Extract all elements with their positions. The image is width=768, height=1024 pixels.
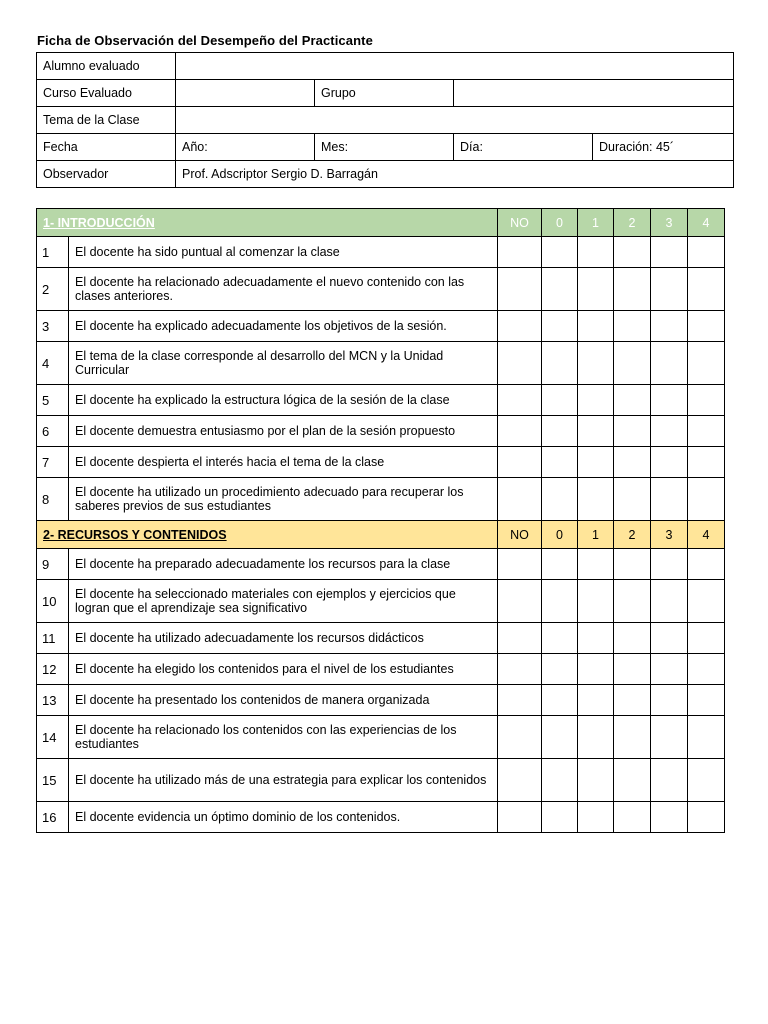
score-cell-no[interactable] [498, 654, 542, 685]
criterion-text: El docente ha explicado adecuadamente los objetivos de la sesión. [69, 311, 498, 342]
score-cell-1[interactable] [578, 416, 614, 447]
tema-field[interactable] [176, 107, 734, 134]
score-cell-2[interactable] [614, 549, 651, 580]
score-cell-4[interactable] [688, 447, 725, 478]
criterion-row [37, 580, 725, 623]
score-cell-2[interactable] [614, 478, 651, 521]
tema-label: Tema de la Clase [37, 107, 176, 134]
criterion-number: 1 [37, 237, 69, 268]
score-cell-0[interactable] [542, 416, 578, 447]
score-cell-0[interactable] [542, 478, 578, 521]
score-cell-no[interactable] [498, 237, 542, 268]
section-title: 2- RECURSOS Y CONTENIDOS [37, 521, 498, 549]
score-cell-4[interactable] [688, 759, 725, 802]
score-header: 2 [614, 209, 651, 237]
section-title: 1- INTRODUCCIÓN [37, 209, 498, 237]
section-header-recursos [37, 521, 725, 549]
score-cell-3[interactable] [651, 685, 688, 716]
score-cell-no[interactable] [498, 759, 542, 802]
score-cell-4[interactable] [688, 385, 725, 416]
score-header: 1 [578, 209, 614, 237]
mes-field[interactable]: Mes: [315, 134, 454, 161]
score-cell-4[interactable] [688, 416, 725, 447]
evaluation-table [36, 208, 725, 833]
criterion-number: 10 [37, 580, 69, 623]
score-header: NO [498, 521, 542, 549]
score-cell-1[interactable] [578, 759, 614, 802]
criterion-number: 7 [37, 447, 69, 478]
criterion-number: 11 [37, 623, 69, 654]
score-cell-2[interactable] [614, 385, 651, 416]
criterion-number: 2 [37, 268, 69, 311]
criterion-text: El docente ha seleccionado materiales con ejemplos y ejercicios que logran que el aprendizaje sea significativo [69, 580, 498, 623]
score-cell-2[interactable] [614, 447, 651, 478]
score-cell-2[interactable] [614, 716, 651, 759]
score-cell-0[interactable] [542, 759, 578, 802]
grupo-field[interactable] [454, 80, 734, 107]
criterion-text: El tema de la clase corresponde al desarrollo del MCN y la Unidad Curricular [69, 342, 498, 385]
alumno-field[interactable] [176, 53, 734, 80]
criterion-number: 12 [37, 654, 69, 685]
score-cell-1[interactable] [578, 716, 614, 759]
criterion-row [37, 237, 725, 268]
criterion-row [37, 549, 725, 580]
score-cell-0[interactable] [542, 654, 578, 685]
score-cell-4[interactable] [688, 580, 725, 623]
score-cell-0[interactable] [542, 580, 578, 623]
criterion-text: El docente ha relacionado adecuadamente el nuevo contenido con las clases anteriores. [69, 268, 498, 311]
criterion-number: 9 [37, 549, 69, 580]
score-cell-3[interactable] [651, 447, 688, 478]
score-cell-no[interactable] [498, 268, 542, 311]
score-cell-4[interactable] [688, 716, 725, 759]
score-header: 3 [651, 209, 688, 237]
score-cell-0[interactable] [542, 685, 578, 716]
score-cell-2[interactable] [614, 580, 651, 623]
score-cell-2[interactable] [614, 416, 651, 447]
score-cell-1[interactable] [578, 654, 614, 685]
criterion-text: El docente ha presentado los contenidos de manera organizada [69, 685, 498, 716]
score-header: 4 [688, 209, 725, 237]
score-cell-3[interactable] [651, 759, 688, 802]
score-header: 1 [578, 521, 614, 549]
score-cell-1[interactable] [578, 580, 614, 623]
score-cell-0[interactable] [542, 802, 578, 833]
score-cell-0[interactable] [542, 623, 578, 654]
score-header: 2 [614, 521, 651, 549]
anio-field[interactable]: Año: [176, 134, 315, 161]
score-cell-no[interactable] [498, 342, 542, 385]
score-header: 0 [542, 209, 578, 237]
observador-field[interactable]: Prof. Adscriptor Sergio D. Barragán [176, 161, 734, 188]
score-cell-4[interactable] [688, 802, 725, 833]
criterion-number: 16 [37, 802, 69, 833]
alumno-label: Alumno evaluado [37, 53, 176, 80]
criterion-number: 13 [37, 685, 69, 716]
criterion-row [37, 385, 725, 416]
criterion-row [37, 447, 725, 478]
score-cell-1[interactable] [578, 342, 614, 385]
criterion-number: 8 [37, 478, 69, 521]
criterion-row [37, 268, 725, 311]
score-cell-4[interactable] [688, 237, 725, 268]
criterion-number: 4 [37, 342, 69, 385]
score-cell-1[interactable] [578, 478, 614, 521]
score-cell-0[interactable] [542, 549, 578, 580]
score-cell-0[interactable] [542, 447, 578, 478]
score-cell-3[interactable] [651, 268, 688, 311]
score-cell-1[interactable] [578, 237, 614, 268]
score-cell-0[interactable] [542, 716, 578, 759]
duracion-field[interactable]: Duración: 45´ [593, 134, 734, 161]
criterion-text: El docente ha relacionado los contenidos con las experiencias de los estudiantes [69, 716, 498, 759]
score-cell-no[interactable] [498, 311, 542, 342]
criterion-number: 15 [37, 759, 69, 802]
fecha-label: Fecha [37, 134, 176, 161]
score-cell-no[interactable] [498, 447, 542, 478]
score-cell-no[interactable] [498, 623, 542, 654]
score-cell-4[interactable] [688, 654, 725, 685]
criterion-text: El docente ha explicado la estructura lógica de la sesión de la clase [69, 385, 498, 416]
score-cell-3[interactable] [651, 342, 688, 385]
criterion-row [37, 416, 725, 447]
score-cell-2[interactable] [614, 759, 651, 802]
score-cell-0[interactable] [542, 237, 578, 268]
score-cell-3[interactable] [651, 416, 688, 447]
score-cell-1[interactable] [578, 447, 614, 478]
criterion-row [37, 654, 725, 685]
score-cell-1[interactable] [578, 385, 614, 416]
score-cell-2[interactable] [614, 342, 651, 385]
criterion-text: El docente ha preparado adecuadamente los recursos para la clase [69, 549, 498, 580]
criterion-row [37, 623, 725, 654]
criterion-text: El docente despierta el interés hacia el tema de la clase [69, 447, 498, 478]
criterion-text: El docente ha utilizado adecuadamente los recursos didácticos [69, 623, 498, 654]
score-cell-4[interactable] [688, 685, 725, 716]
score-cell-2[interactable] [614, 654, 651, 685]
score-header: 3 [651, 521, 688, 549]
score-cell-no[interactable] [498, 802, 542, 833]
criterion-text: El docente ha utilizado un procedimiento adecuado para recuperar los saberes previos de sus estudiantes [69, 478, 498, 521]
score-cell-4[interactable] [688, 268, 725, 311]
score-cell-no[interactable] [498, 580, 542, 623]
score-cell-3[interactable] [651, 716, 688, 759]
score-header: NO [498, 209, 542, 237]
score-cell-2[interactable] [614, 623, 651, 654]
score-cell-3[interactable] [651, 478, 688, 521]
criterion-row [37, 759, 725, 802]
score-cell-no[interactable] [498, 416, 542, 447]
score-cell-4[interactable] [688, 478, 725, 521]
info-table [36, 52, 734, 188]
score-cell-2[interactable] [614, 685, 651, 716]
criterion-text: El docente ha sido puntual al comenzar la clase [69, 237, 498, 268]
score-cell-1[interactable] [578, 802, 614, 833]
score-cell-3[interactable] [651, 385, 688, 416]
score-cell-3[interactable] [651, 654, 688, 685]
criterion-row [37, 478, 725, 521]
criterion-text: El docente ha elegido los contenidos para el nivel de los estudiantes [69, 654, 498, 685]
observador-label: Observador [37, 161, 176, 188]
score-cell-4[interactable] [688, 342, 725, 385]
score-cell-no[interactable] [498, 385, 542, 416]
score-cell-0[interactable] [542, 311, 578, 342]
dia-field[interactable]: Día: [454, 134, 593, 161]
criterion-row [37, 685, 725, 716]
score-cell-no[interactable] [498, 549, 542, 580]
score-cell-2[interactable] [614, 237, 651, 268]
criterion-text: El docente ha utilizado más de una estrategia para explicar los contenidos [69, 759, 498, 802]
form-title: Ficha de Observación del Desempeño del Practicante [37, 33, 373, 48]
score-cell-2[interactable] [614, 802, 651, 833]
score-cell-4[interactable] [688, 311, 725, 342]
score-cell-1[interactable] [578, 549, 614, 580]
score-cell-4[interactable] [688, 623, 725, 654]
score-cell-2[interactable] [614, 268, 651, 311]
score-cell-0[interactable] [542, 268, 578, 311]
score-header: 0 [542, 521, 578, 549]
criterion-row [37, 716, 725, 759]
criterion-number: 5 [37, 385, 69, 416]
score-cell-2[interactable] [614, 311, 651, 342]
criterion-row [37, 342, 725, 385]
criterion-number: 14 [37, 716, 69, 759]
criterion-number: 3 [37, 311, 69, 342]
criterion-number: 6 [37, 416, 69, 447]
curso-label: Curso Evaluado [37, 80, 176, 107]
score-cell-no[interactable] [498, 716, 542, 759]
score-cell-3[interactable] [651, 580, 688, 623]
score-cell-1[interactable] [578, 311, 614, 342]
score-cell-0[interactable] [542, 385, 578, 416]
curso-field[interactable] [176, 80, 315, 107]
score-header: 4 [688, 521, 725, 549]
score-cell-3[interactable] [651, 549, 688, 580]
score-cell-3[interactable] [651, 311, 688, 342]
score-cell-3[interactable] [651, 623, 688, 654]
score-cell-no[interactable] [498, 478, 542, 521]
score-cell-3[interactable] [651, 802, 688, 833]
criterion-text: El docente demuestra entusiasmo por el plan de la sesión propuesto [69, 416, 498, 447]
criterion-row [37, 802, 725, 833]
score-cell-no[interactable] [498, 685, 542, 716]
score-cell-4[interactable] [688, 549, 725, 580]
score-cell-1[interactable] [578, 268, 614, 311]
criterion-text: El docente evidencia un óptimo dominio de los contenidos. [69, 802, 498, 833]
grupo-label: Grupo [315, 80, 454, 107]
score-cell-1[interactable] [578, 623, 614, 654]
section-header-introduccion [37, 209, 725, 237]
score-cell-1[interactable] [578, 685, 614, 716]
score-cell-0[interactable] [542, 342, 578, 385]
criterion-row [37, 311, 725, 342]
score-cell-3[interactable] [651, 237, 688, 268]
